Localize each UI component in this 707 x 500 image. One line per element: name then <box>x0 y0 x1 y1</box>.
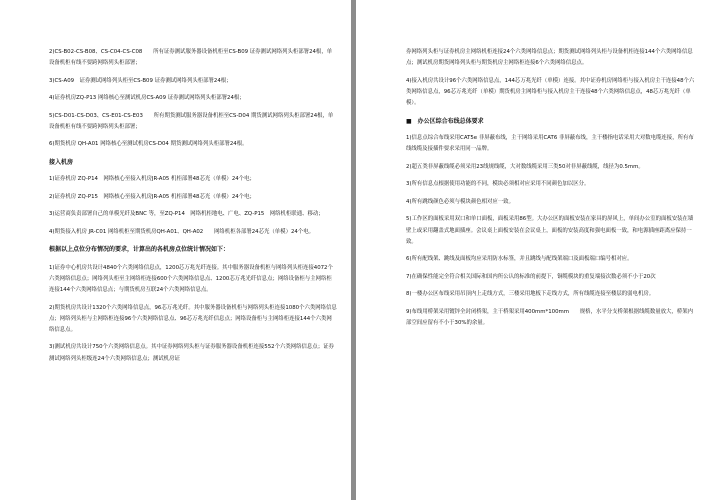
paragraph: 5)工作区的面板采用双口和单口面板，面板采用86型。大办公区的面板安装在家具的屏风上，单间办公室的面板安装在墙壁上或采用翻盖式地面插座。会议桌上面板安装在会议桌上，面板的安装高度和强电面板一致，和电源插座距离应保持一致。 <box>406 216 694 245</box>
paragraph: 1)信息点综合布线采用CAT5e 非屏蔽布线，主干网络采用CAT6 非屏蔽布线，主干楼指电话采用大对数电缆连接，所有布线线缆及接插件要求采用同一品牌。 <box>406 135 694 153</box>
paragraph: 4)期货接入机房 JR-C01 网络机柜至期货机房QH-A01、QH-A02 网络机柜各部署24芯光（单模）24个电。 <box>49 228 314 235</box>
paragraph: 3)CS-A09 证券测试网络列头柜至CS-B09 证券测试网络列头柜部署24根； <box>49 77 232 84</box>
paragraph: 3)测试机房共设计750个六类网络信息点。其中证券网络列头柜与证券服务器设备机柜连接552个六类网络信息点；证券测试网络列头柜级连24个六类网络信息点；测试机房证 <box>49 344 334 362</box>
paragraph: 3)运营商负责部署自己的单模光纤及BNC 等，至ZQ-P14 网络机柜地电、广电、ZQ-P15 网络机柜联通、移动； <box>49 211 324 218</box>
paragraph: 券网络列头柜与证券机房主网络机柜连接24个六类网络信息点；期货测试网络列头柜与设备机柜连接144个六类网络信息点；测试机房期货网络列头柜与期货机房主网络柜连接6个六类网络信息点。 <box>406 49 693 67</box>
document-page-left <box>0 0 351 500</box>
paragraph: 2)期货机房共设计1320个六类网络信息点，96芯万兆光纤。其中服务器设备机柜与网络列头柜连接1080个六类网络信息点；网络列头柜与主网络柜连接96个六类网络信息点、96芯万兆光纤信息点；网络设备柜与主网络柜连接144个六类网络信息点。 <box>49 304 337 333</box>
paragraph: 4)所有跳线颜色必须与模块颜色相对应一致。 <box>406 198 514 205</box>
paragraph: 4)证券机房ZQ-P13 网络核心至测试机房CS-A09 证券测试网络列头柜部署24根； <box>49 95 245 102</box>
paragraph: 2)CS-B02-CS-B08、CS-C04-CS-C08 所有证券测试服务器设备机柜至CS-B09 证券测试网络列头柜部署24根，单设备机柜有线不要跨网络列头柜部署； <box>49 49 333 67</box>
square-bullet-icon: ■ <box>406 117 412 125</box>
paragraph: 6)期货机房 QH-A01 网络核心至测试机房CS-D04 期货测试网络列头柜部署24根。 <box>49 141 248 148</box>
document-page-right <box>356 0 707 500</box>
paragraph: 2)证券机房 ZQ-P15 网络核心至接入机房JR-A05 机柜部署48芯光（单模）24个电； <box>49 193 255 200</box>
paragraph: 1)证券机房 ZQ-P14 网络核心至接入机房JR-A05 机柜部署48芯光（单模）24个电； <box>49 176 255 183</box>
paragraph: 2)超五类非屏蔽线缆必须采用23线规线缆，大对数线缆采用三类50对非屏蔽线缆，线径为0.5mm。 <box>406 163 644 170</box>
section-heading-text: 办公区综合布线总体要求 <box>417 117 484 125</box>
paragraph: 7)在确保性能完全符合相关国际和国内所公认的标准的前提下，铜缆模块的重复端接次数必须不小于20次 <box>406 273 656 280</box>
paragraph: 5)CS-D01-CS-D03、CS-E01-CS-E03 所有期货测试服务器设备机柜至CS-D04 期货测试网络列头柜部署24根，单设备机柜有线不要跨网络列头柜部署； <box>49 112 334 130</box>
paragraph: 9)布线用桥架采用镀锌全封闭桥架，主干桥架采用400mm*100mm 规格，水平分支桥架根据线缆数量放大，桥架内部空间应留有不小于30%的余量。 <box>406 308 693 326</box>
paragraph: 6)所有配线架、跳线及面板均应采用防水标签，并且跳线与配线架端口及面板端口编号相对应。 <box>406 256 633 263</box>
section-subheading: 接入机房 <box>49 158 74 166</box>
paragraph: 3)所有信息点根据使用功能的不同，模块必须相对应采用不同颜色加以区分。 <box>406 181 590 188</box>
section-heading <box>406 116 695 127</box>
paragraph: 4)接入机房共设计96个六类网络信息点，144芯万兆光纤（单模）连接。其中证券机房网络柜与接入机房主干连接48个六类网络信息点，96芯万兆光纤（单模）期货机房主网络柜与接入机房主干连接48个六类网络信息点，48芯万兆光纤（单模）。 <box>406 77 695 107</box>
paragraph: 1)证券中心机房共设计4840个六类网络信息点，1200芯万兆光纤连接。其中服务器设备机柜与网络列头柜连接4072个六类网络信息点；网络列头柜至主网络柜连接600个六类网络信息点、1200芯万兆光纤信息点；网络设备柜与主网络柜连接144个六类网络信息点；与期货机房互联24个六类网络信息点。 <box>49 264 333 294</box>
paragraph: 8)一楼办公区布线采用吊顶内上走线方式，三楼采用地板下走线方式，所有线缆连接至楼层的弱电机房。 <box>406 291 655 298</box>
section-heading: 根据以上点位分布情况的要求，计算出的各机房点位统计情况如下： <box>49 246 230 254</box>
